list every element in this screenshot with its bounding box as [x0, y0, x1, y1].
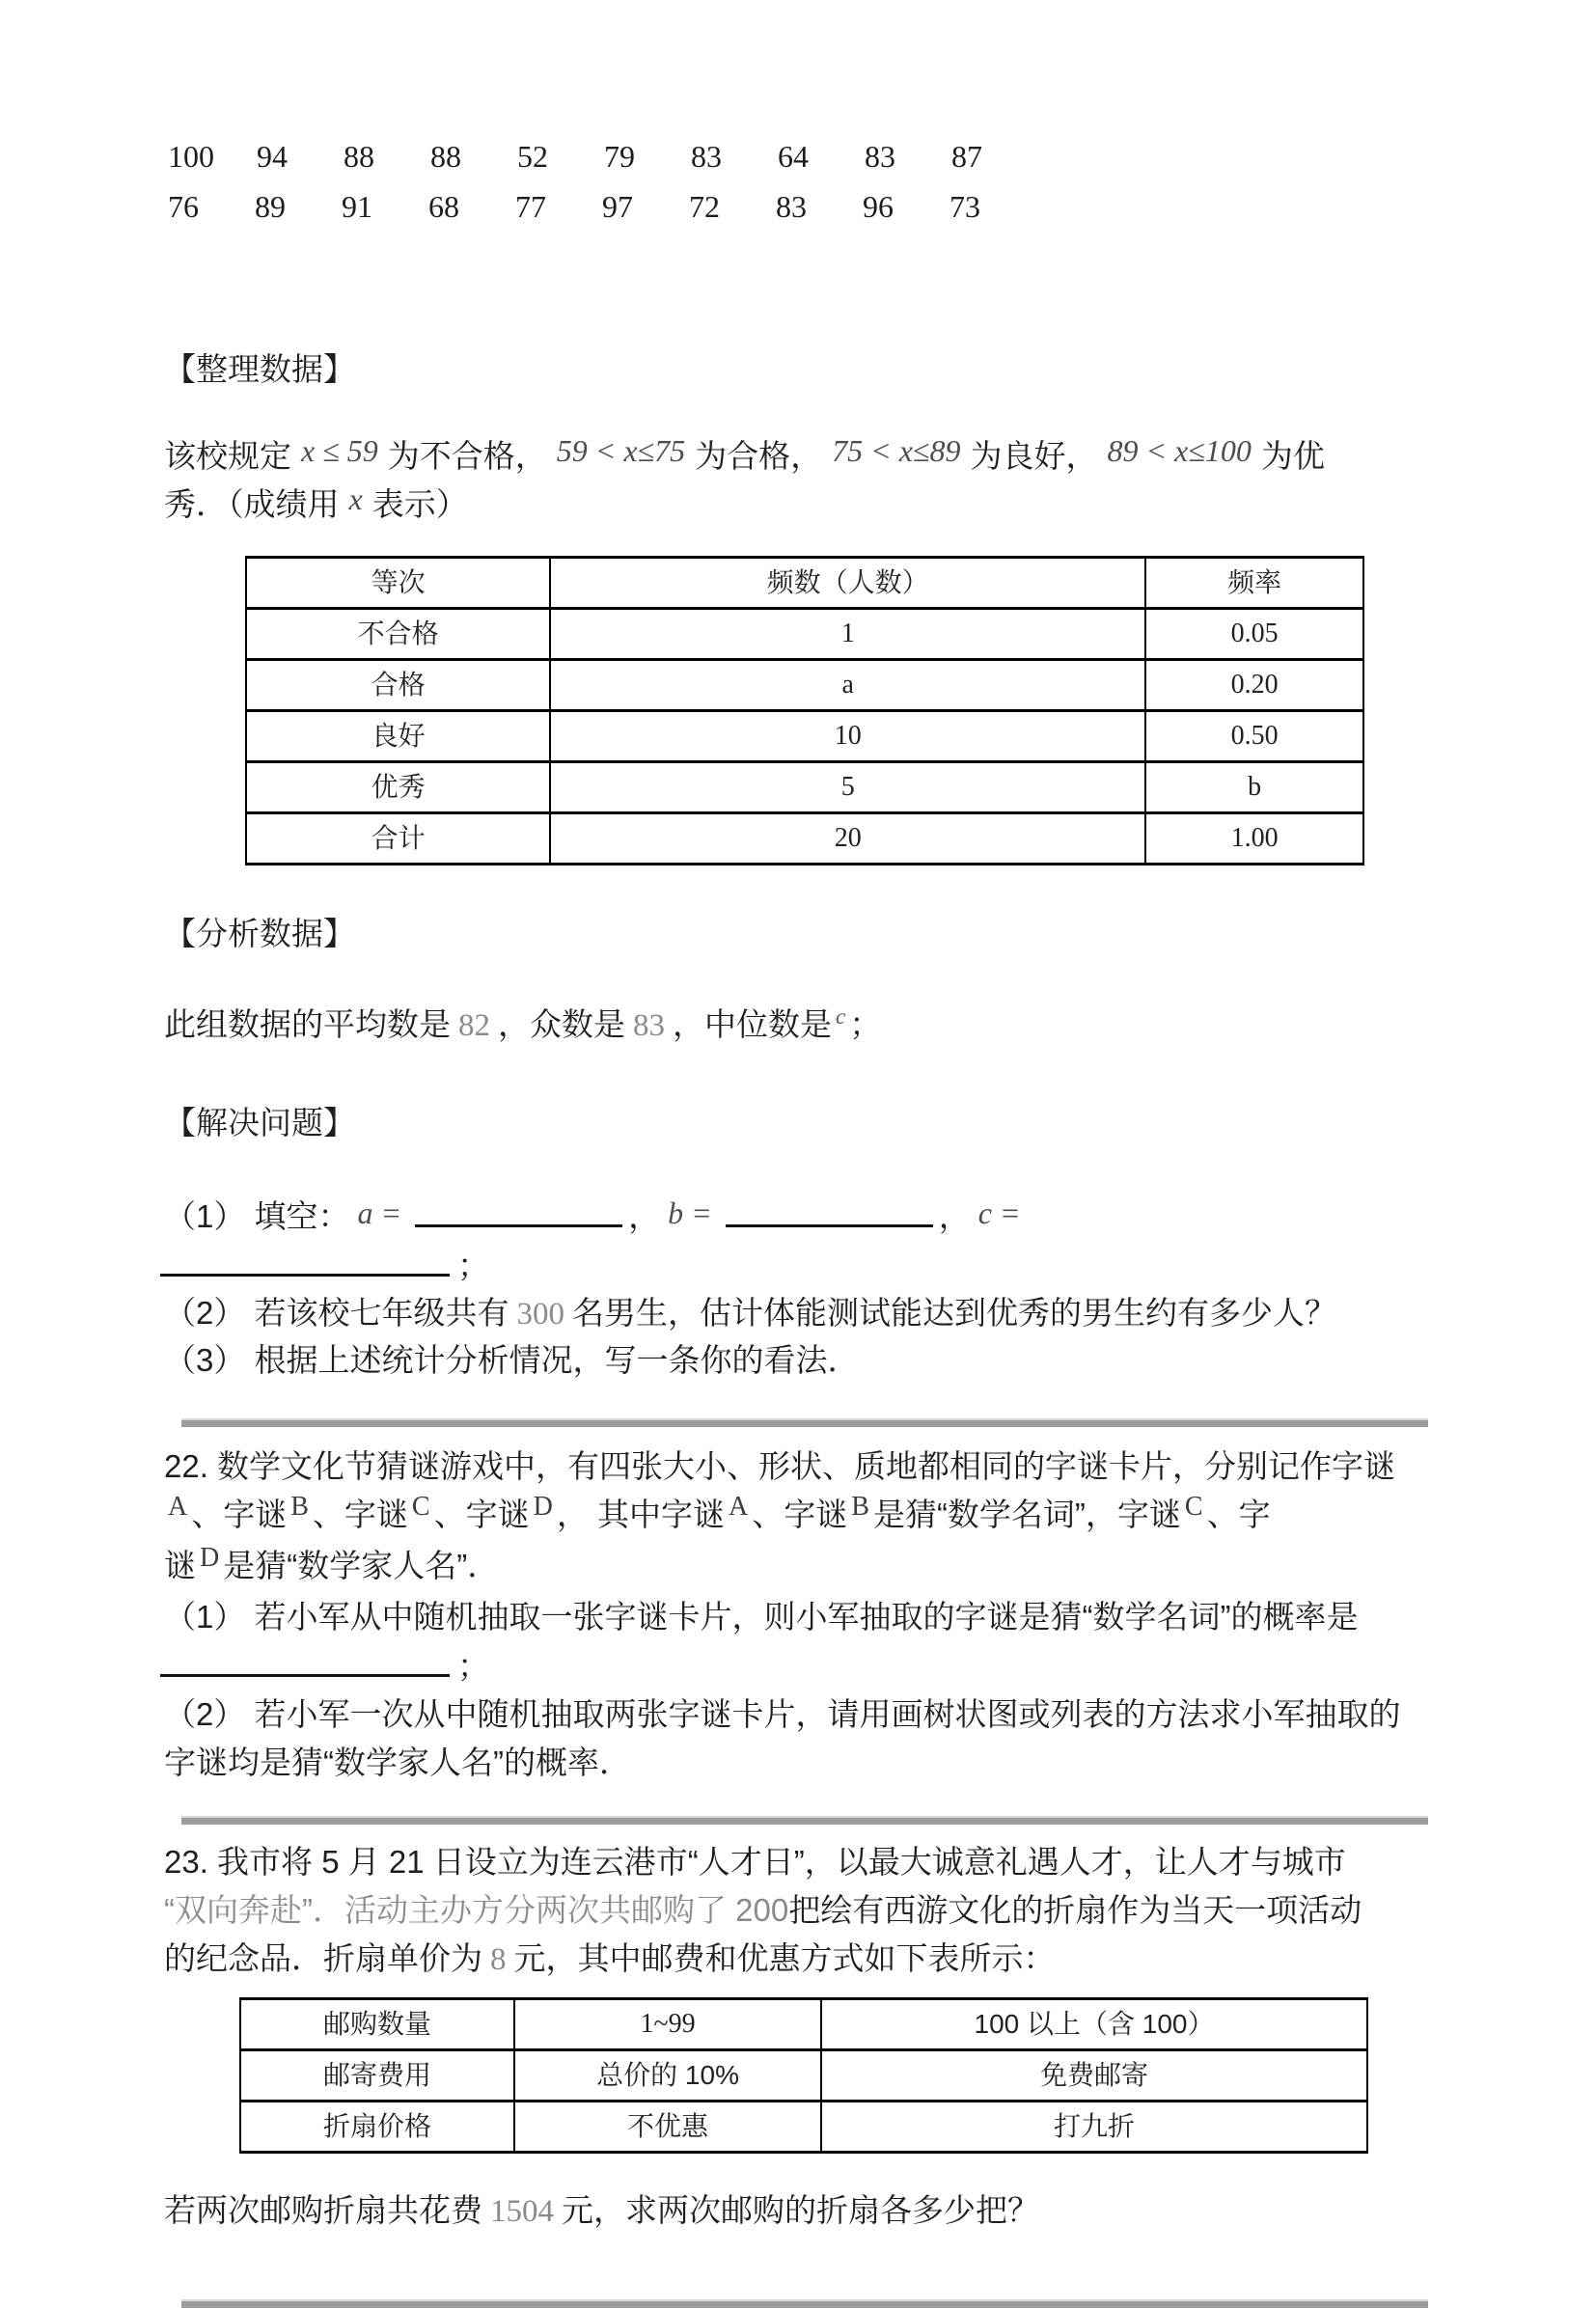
score-row-2 — [164, 181, 1442, 232]
q23-line-1 — [164, 1838, 1442, 1886]
score-value: 88 — [344, 139, 374, 174]
q22-text: ； — [457, 1648, 489, 1684]
fan-unit-price: 8 — [490, 1942, 507, 1977]
analysis-text: ，众数是 — [498, 1006, 625, 1042]
criteria-text: 为优 — [1260, 438, 1325, 474]
criteria-text: 表示） — [371, 486, 468, 522]
answer-blank-b — [726, 1192, 933, 1227]
q22-sub1-text: （1） 若小军从中随机抽取一张字谜卡片，则小军抽取的字谜是猜“数学名词”的概率是 — [164, 1599, 1359, 1635]
score-value: 88 — [430, 139, 461, 174]
cell-price-large: 打九折 — [821, 2102, 1367, 2153]
section-heading-organize-data: 【整理数据】 — [164, 351, 355, 387]
mode-value: 83 — [633, 1008, 665, 1043]
score-value: 77 — [515, 189, 546, 224]
solve-q2-line — [164, 1290, 1442, 1337]
variable-b-equals: b = — [668, 1195, 712, 1230]
cell-count: 20 — [550, 813, 1145, 865]
formula-excellent: 89 < x≤100 — [1107, 433, 1252, 468]
score-value: 73 — [949, 189, 980, 224]
cell-price-small: 不优惠 — [514, 2102, 821, 2153]
cell-shipping-small: 总价的 10% — [514, 2050, 821, 2102]
q22-line-2 — [164, 1491, 1442, 1542]
cell-count: 10 — [550, 711, 1145, 762]
score-value: 83 — [865, 139, 895, 174]
analysis-text: ； — [849, 1006, 882, 1042]
card-label-A: A — [729, 1492, 749, 1522]
score-row-1 — [164, 131, 1442, 181]
section-divider — [181, 2299, 1428, 2308]
q22-text: 谜 — [164, 1548, 196, 1583]
card-label-C: C — [411, 1492, 430, 1522]
score-value: 100 — [168, 139, 214, 174]
score-value: 87 — [951, 139, 982, 174]
q23-final-line — [164, 2186, 1442, 2236]
criteria-text: 为合格， — [695, 438, 823, 474]
solve-text: ， — [938, 1198, 971, 1234]
solve-text: ； — [457, 1248, 489, 1283]
cell-grade: 良好 — [246, 711, 550, 762]
variable-x: x — [348, 481, 363, 516]
variable-a-equals: a = — [357, 1195, 402, 1230]
score-value: 52 — [517, 139, 548, 174]
q23-gray-text: “双向奔赴”．活动主办方分两次共邮购了 200 — [164, 1892, 789, 1928]
cell-grade: 优秀 — [246, 762, 550, 813]
cell-grade: 合计 — [246, 813, 550, 865]
cell-rate: 1.00 — [1145, 813, 1363, 865]
q22-sub2-text: 字谜均是猜“数学家人名”的概率． — [164, 1745, 631, 1780]
criteria-text: 该校规定 — [164, 438, 291, 474]
card-label-D: D — [533, 1492, 553, 1522]
variable-c: c — [836, 1004, 846, 1029]
score-value: 97 — [602, 189, 633, 224]
table-row — [240, 1999, 1367, 2050]
header-grade: 等次 — [246, 558, 550, 609]
total-cost: 1504 — [490, 2194, 554, 2229]
q22-text: 、字谜 — [191, 1497, 288, 1532]
analysis-text: ，中位数是 — [673, 1006, 832, 1042]
solve-q1-label: （1） 填空： — [164, 1198, 350, 1234]
score-value: 94 — [257, 139, 288, 174]
q23-text: 把绘有西游文化的折扇作为当天一项活动 — [788, 1892, 1362, 1928]
solve-q1-line-2 — [164, 1241, 1442, 1290]
q22-text: 22. 数学文化节猜谜游戏中，有四张大小、形状、质地都相同的字谜卡片，分别记作字谜 — [164, 1448, 1396, 1484]
table-header-row — [246, 558, 1363, 609]
q23-text: 的纪念品．折扇单价为 — [164, 1940, 482, 1976]
criteria-text: 为不合格， — [387, 438, 547, 474]
cell-count: a — [550, 660, 1145, 711]
cell-shipping-large: 免费邮寄 — [821, 2050, 1367, 2102]
table-row — [246, 813, 1363, 865]
q23-text: 元，其中邮费和优惠方式如下表所示： — [513, 1940, 1056, 1976]
q23-final-text: 若两次邮购折扇共花费 — [164, 2192, 482, 2228]
formula-not-pass: x ≤ 59 — [301, 433, 378, 468]
q22-sub2-line-1 — [164, 1690, 1442, 1739]
frequency-table — [245, 556, 1364, 866]
card-label-A: A — [168, 1492, 188, 1522]
solve-q1-line — [164, 1192, 1442, 1241]
q22-text: 、字谜 — [752, 1497, 848, 1532]
section-divider — [181, 1418, 1428, 1427]
variable-c-equals: c = — [977, 1195, 1021, 1230]
answer-blank-probability — [160, 1641, 450, 1677]
solve-q3-text: （3） 根据上述统计分析情况，写一条你的看法． — [164, 1342, 860, 1378]
answer-blank-a — [415, 1192, 622, 1227]
table-row — [240, 2050, 1367, 2102]
score-value: 83 — [691, 139, 722, 174]
cell-rate: 0.20 — [1145, 660, 1363, 711]
section-divider — [181, 1816, 1428, 1825]
criteria-line-2 — [164, 481, 1442, 529]
answer-blank-c — [160, 1241, 450, 1277]
cell-rate: 0.50 — [1145, 711, 1363, 762]
score-value: 79 — [604, 139, 635, 174]
formula-good: 75 < x≤89 — [832, 433, 961, 468]
q22-text: 、字谜 — [312, 1497, 408, 1532]
formula-pass: 59 < x≤75 — [556, 433, 686, 468]
analysis-line — [164, 1001, 1442, 1053]
card-label-D: D — [200, 1543, 220, 1573]
card-label-C: C — [1184, 1492, 1203, 1522]
solve-q2-text: 名男生，估计体能测试能达到优秀的男生约有多少人？ — [572, 1295, 1337, 1331]
q23-text: 23. 我市将 5 月 21 日设立为连云港市“人才日”，以最大诚意礼遇人才，让人才与城市 — [164, 1844, 1346, 1880]
q23-line-3 — [164, 1935, 1442, 1984]
q22-sub1-line — [164, 1593, 1442, 1641]
card-label-B: B — [290, 1492, 309, 1522]
cell-price-label: 折扇价格 — [240, 2102, 514, 2153]
fan-price-table — [239, 1997, 1368, 2154]
cell-range-small: 1~99 — [514, 1999, 821, 2050]
cell-shipping-label: 邮寄费用 — [240, 2050, 514, 2102]
criteria-text: 为良好， — [970, 438, 1098, 474]
table-row — [246, 762, 1363, 813]
q22-line-1 — [164, 1442, 1442, 1491]
q22-sub2-text: （2） 若小军一次从中随机抽取两张字谜卡片，请用画树状图或列表的方法求小军抽取的 — [164, 1696, 1401, 1732]
score-value: 83 — [776, 189, 807, 224]
score-value: 64 — [778, 139, 809, 174]
table-row — [246, 609, 1363, 660]
cell-grade: 不合格 — [246, 609, 550, 660]
cell-range-large: 100 以上（含 100） — [821, 1999, 1367, 2050]
q22-text: 、字 — [1206, 1497, 1271, 1532]
q22-sub1-blank-line — [164, 1641, 1442, 1690]
score-value: 72 — [689, 189, 720, 224]
mean-value: 82 — [458, 1008, 490, 1043]
criteria-line-1 — [164, 432, 1442, 481]
q23-line-2 — [164, 1886, 1442, 1935]
q22-text: ， 其中字谜 — [556, 1497, 726, 1532]
q23-final-text: 元，求两次邮购的折扇各多少把？ — [562, 2192, 1039, 2228]
table-row — [240, 2102, 1367, 2153]
criteria-text: 秀．（成绩用 — [164, 486, 340, 522]
cell-rate: 0.05 — [1145, 609, 1363, 660]
cell-count: 1 — [550, 609, 1145, 660]
solve-q3-line — [164, 1337, 1442, 1384]
boys-count: 300 — [516, 1297, 565, 1332]
q22-text: 、字谜 — [433, 1497, 530, 1532]
score-value: 96 — [863, 189, 894, 224]
table-row — [246, 660, 1363, 711]
card-label-B: B — [851, 1492, 869, 1522]
q22-line-3 — [164, 1542, 1442, 1593]
section-heading-analyze-data: 【分析数据】 — [164, 916, 355, 951]
header-frequency-rate: 频率 — [1145, 558, 1363, 609]
score-value: 89 — [255, 189, 286, 224]
score-value: 91 — [342, 189, 372, 224]
score-value: 68 — [428, 189, 459, 224]
q22-text: 是猜“数学名词”，字谜 — [872, 1497, 1181, 1532]
section-heading-solve-problem: 【解决问题】 — [164, 1105, 355, 1140]
score-value: 76 — [168, 189, 199, 224]
cell-quantity-label: 邮购数量 — [240, 1999, 514, 2050]
cell-count: 5 — [550, 762, 1145, 813]
cell-grade: 合格 — [246, 660, 550, 711]
table-row — [246, 711, 1363, 762]
header-frequency-count: 频数（人数） — [550, 558, 1145, 609]
q22-text: 是猜“数学家人名”． — [223, 1548, 500, 1583]
solve-q2-text: （2） 若该校七年级共有 — [164, 1295, 509, 1331]
q22-sub2-line-2 — [164, 1739, 1442, 1787]
cell-rate: b — [1145, 762, 1363, 813]
analysis-text: 此组数据的平均数是 — [164, 1006, 451, 1042]
solve-text: ， — [628, 1198, 661, 1234]
